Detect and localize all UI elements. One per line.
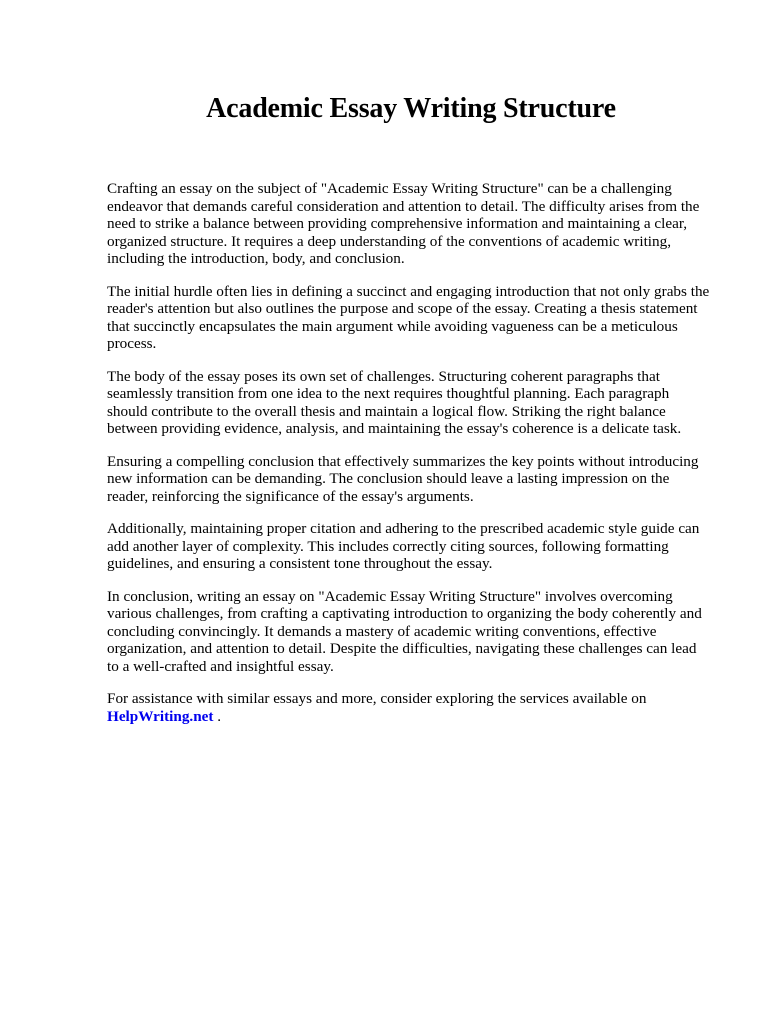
paragraph-4: Ensuring a compelling conclusion that effectively summarizes the key points without introducing new information can be demanding. The conclusion should leave a lasting impression on the reader, reinforcing the significance of the essay's arguments. <box>107 452 699 505</box>
document-title: Academic Essay Writing Structure <box>206 93 616 124</box>
closing-trailing: . <box>213 707 222 725</box>
document-body <box>107 180 711 740</box>
closing-paragraph <box>107 690 711 725</box>
paragraph-6: In conclusion, writing an essay on "Academic Essay Writing Structure" involves overcoming various challenges, from crafting a captivating introduction to organizing the body coherently and concluding convincingly. It demands a mastery of academic writing conventions, effective organization, and attention to detail. Despite the difficulties, navigating these challenges can lead to a well-crafted and insightful essay. <box>107 587 702 675</box>
paragraph-2: The initial hurdle often lies in defining a succinct and engaging introduction that not only grabs the reader's attention but also outlines the purpose and scope of the essay. Creating a thesis statement that succinctly encapsulates the main argument while avoiding vagueness can be a meticulous process. <box>107 282 710 352</box>
paragraph-1: Crafting an essay on the subject of "Academic Essay Writing Structure" can be a challenging endeavor that demands careful consideration and attention to detail. The difficulty arises from the need to strike a balance between providing comprehensive information and maintaining a clear, organized structure. It requires a deep understanding of the conventions of academic writing, including the introduction, body, and conclusion. <box>107 180 700 267</box>
helpwriting-link[interactable]: HelpWriting.net <box>107 707 214 725</box>
paragraph-5: Additionally, maintaining proper citation and adhering to the prescribed academic style guide can add another layer of complexity. This includes correctly citing sources, following formatting guidelines, and ensuring a consistent tone throughout the essay. <box>107 520 700 572</box>
paragraph-3: The body of the essay poses its own set of challenges. Structuring coherent paragraphs that seamlessly transition from one idea to the next requires thoughtful planning. Each paragraph should contribute to the overall thesis and maintain a logical flow. Striking the right balance between providing evidence, analysis, and maintaining the essay's coherence is a delicate task. <box>107 367 682 437</box>
closing-text: For assistance with similar essays and more, consider exploring the services available on <box>107 690 647 707</box>
